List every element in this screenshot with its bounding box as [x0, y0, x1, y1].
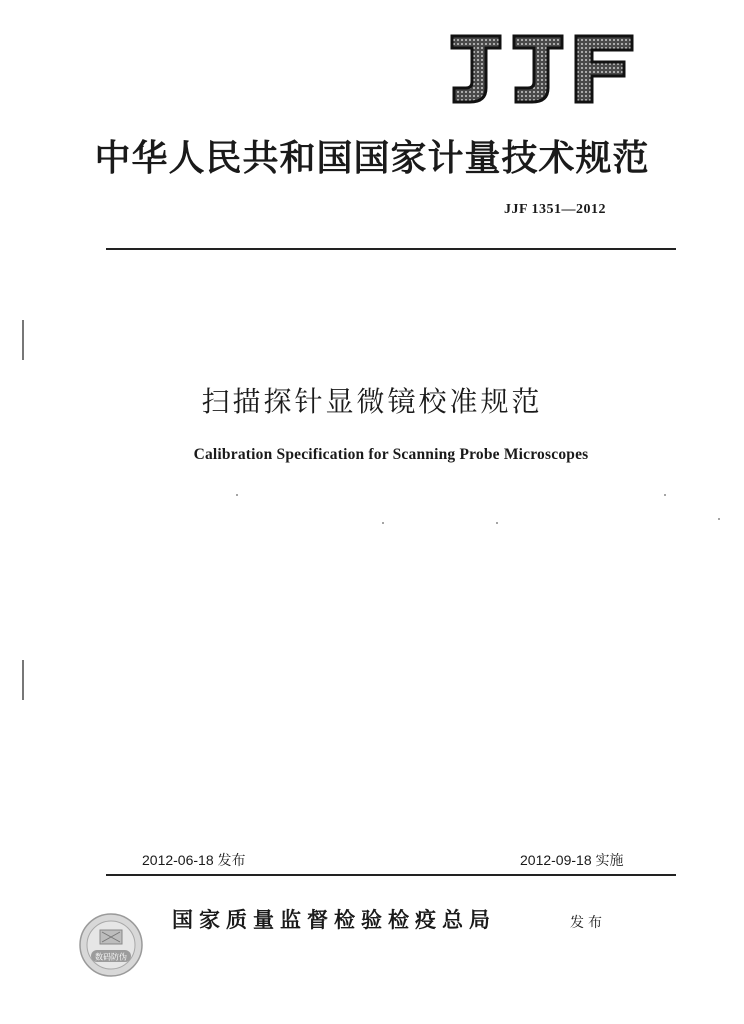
anti-counterfeit-seal: [78, 912, 144, 978]
jjf-logo: [448, 30, 638, 106]
scan-dot: [664, 494, 666, 496]
scan-edge-mark: [22, 320, 24, 360]
scan-edge-mark: [22, 660, 24, 700]
issuing-authority: 国家质量监督检验检疫总局: [172, 907, 496, 932]
top-divider: [106, 248, 676, 250]
effective-date: 2012-09-18 实施: [520, 852, 624, 868]
scan-dot: [496, 522, 498, 524]
document-title-english: Calibration Specification for Scanning Probe Microscopes: [193, 446, 589, 463]
document-title-chinese: 扫描探针显微镜校准规范: [201, 385, 543, 418]
publish-label: 发布: [570, 915, 606, 931]
issue-date: 2012-06-18 发布: [142, 852, 246, 868]
scan-dot: [718, 518, 720, 520]
scan-dot: [236, 494, 238, 496]
national-standard-title: 中华人民共和国国家计量技术规范: [94, 137, 650, 179]
bottom-divider: [106, 874, 676, 876]
document-number: JJF 1351—2012: [503, 202, 606, 217]
scan-dot: [382, 522, 384, 524]
seal-label: 数码防伪: [95, 952, 127, 962]
